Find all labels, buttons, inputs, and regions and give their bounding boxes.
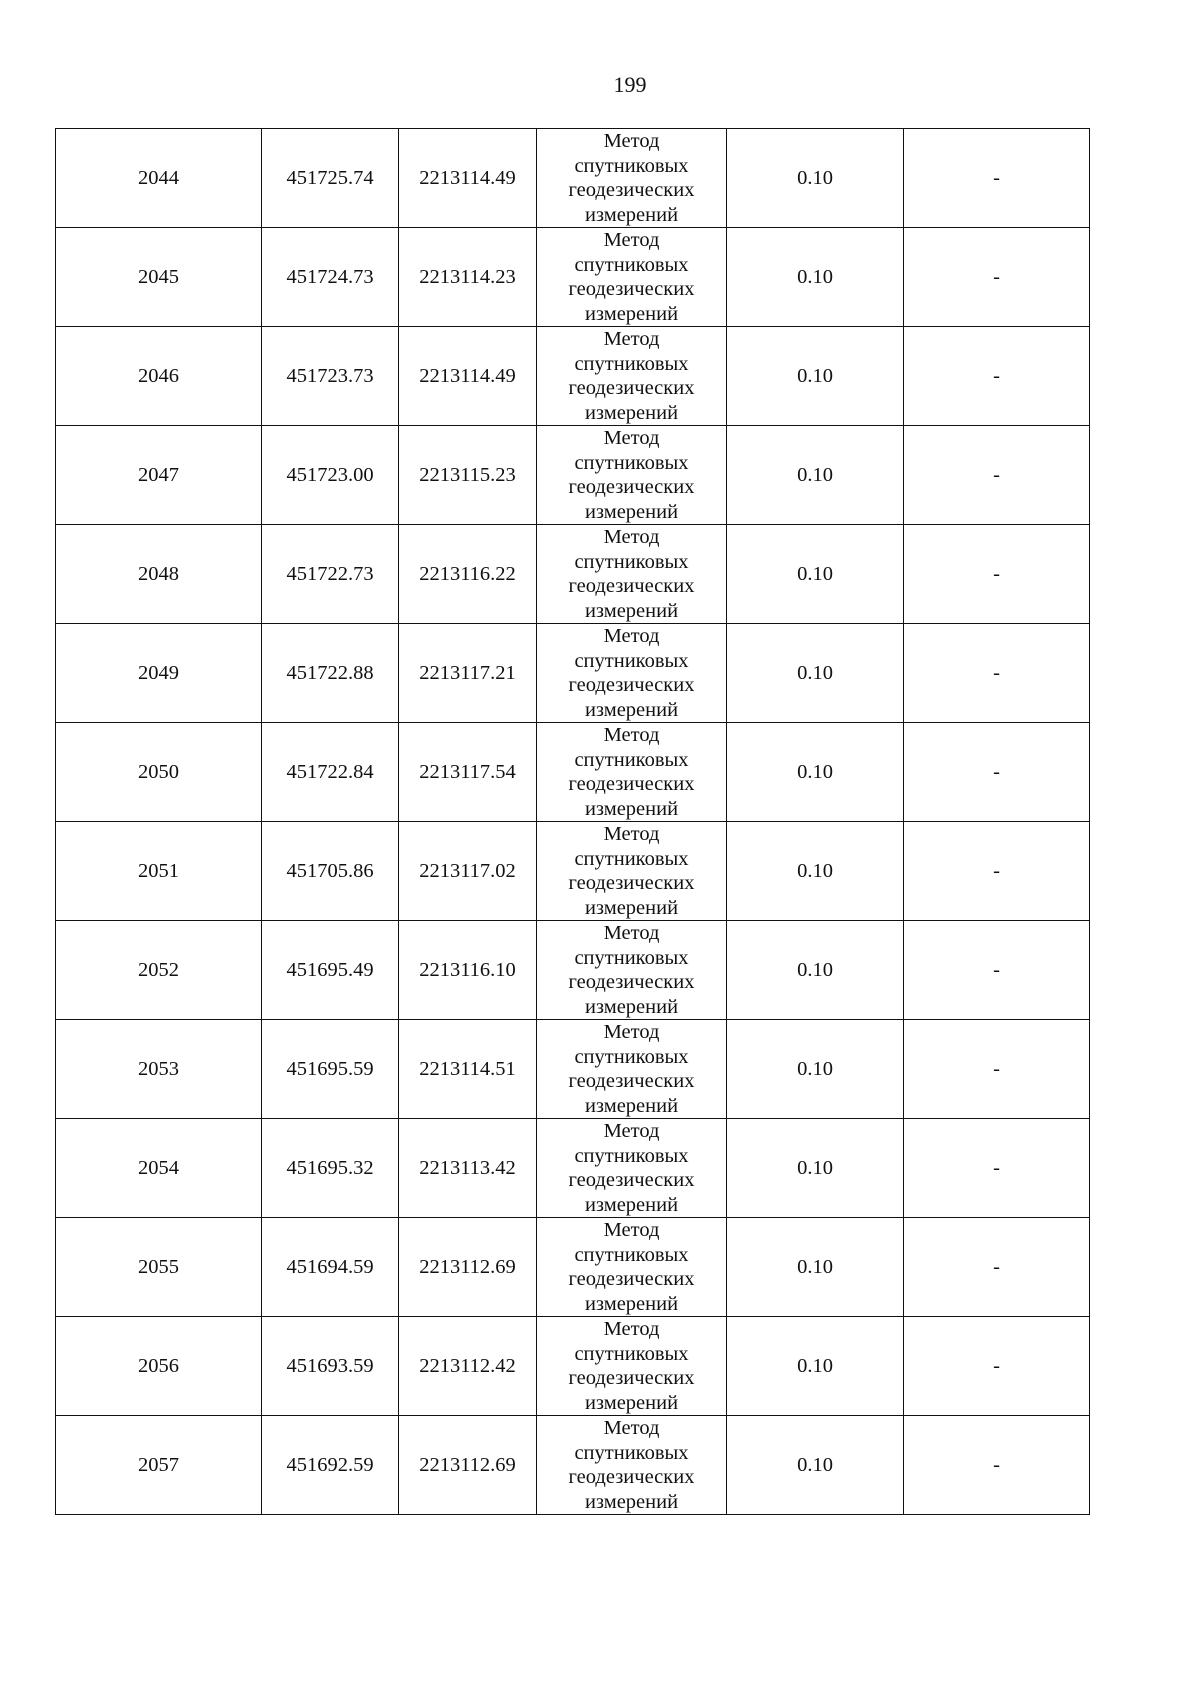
point-number-cell: 2053	[56, 1020, 262, 1119]
table-row	[56, 327, 1090, 426]
coordinates-table-body	[56, 129, 1090, 1515]
note-cell: -	[904, 921, 1090, 1020]
accuracy-cell: 0.10	[727, 327, 904, 426]
y-coordinate-cell: 2213116.10	[399, 921, 537, 1020]
note-cell: -	[904, 228, 1090, 327]
method-cell: Метод спутниковых геодезических измерений	[537, 426, 727, 525]
note-cell: -	[904, 624, 1090, 723]
note-cell: -	[904, 525, 1090, 624]
table-row	[56, 1218, 1090, 1317]
y-coordinate-cell: 2213114.49	[399, 327, 537, 426]
x-coordinate-cell: 451695.32	[262, 1119, 399, 1218]
accuracy-cell: 0.10	[727, 921, 904, 1020]
method-cell: Метод спутниковых геодезических измерений	[537, 327, 727, 426]
y-coordinate-cell: 2213114.49	[399, 129, 537, 228]
y-coordinate-cell: 2213115.23	[399, 426, 537, 525]
x-coordinate-cell: 451692.59	[262, 1416, 399, 1515]
table-row	[56, 525, 1090, 624]
method-cell: Метод спутниковых геодезических измерений	[537, 228, 727, 327]
accuracy-cell: 0.10	[727, 1317, 904, 1416]
x-coordinate-cell: 451722.88	[262, 624, 399, 723]
point-number-cell: 2049	[56, 624, 262, 723]
note-cell: -	[904, 129, 1090, 228]
point-number-cell: 2051	[56, 822, 262, 921]
table-row	[56, 1317, 1090, 1416]
x-coordinate-cell: 451695.59	[262, 1020, 399, 1119]
coordinates-table	[55, 128, 1090, 1515]
accuracy-cell: 0.10	[727, 723, 904, 822]
x-coordinate-cell: 451722.73	[262, 525, 399, 624]
method-cell: Метод спутниковых геодезических измерений	[537, 624, 727, 723]
method-cell: Метод спутниковых геодезических измерений	[537, 1020, 727, 1119]
x-coordinate-cell: 451724.73	[262, 228, 399, 327]
accuracy-cell: 0.10	[727, 1119, 904, 1218]
y-coordinate-cell: 2213112.69	[399, 1416, 537, 1515]
point-number-cell: 2056	[56, 1317, 262, 1416]
y-coordinate-cell: 2213114.23	[399, 228, 537, 327]
point-number-cell: 2045	[56, 228, 262, 327]
accuracy-cell: 0.10	[727, 525, 904, 624]
point-number-cell: 2052	[56, 921, 262, 1020]
y-coordinate-cell: 2213116.22	[399, 525, 537, 624]
note-cell: -	[904, 1218, 1090, 1317]
accuracy-cell: 0.10	[727, 1416, 904, 1515]
accuracy-cell: 0.10	[727, 1218, 904, 1317]
point-number-cell: 2048	[56, 525, 262, 624]
x-coordinate-cell: 451723.73	[262, 327, 399, 426]
note-cell: -	[904, 1317, 1090, 1416]
point-number-cell: 2050	[56, 723, 262, 822]
x-coordinate-cell: 451694.59	[262, 1218, 399, 1317]
accuracy-cell: 0.10	[727, 228, 904, 327]
method-cell: Метод спутниковых геодезических измерений	[537, 822, 727, 921]
y-coordinate-cell: 2213112.42	[399, 1317, 537, 1416]
point-number-cell: 2057	[56, 1416, 262, 1515]
page-number: 199	[613, 72, 647, 97]
x-coordinate-cell: 451695.49	[262, 921, 399, 1020]
accuracy-cell: 0.10	[727, 624, 904, 723]
table-row	[56, 921, 1090, 1020]
point-number-cell: 2054	[56, 1119, 262, 1218]
accuracy-cell: 0.10	[727, 1020, 904, 1119]
y-coordinate-cell: 2213114.51	[399, 1020, 537, 1119]
table-row	[56, 1416, 1090, 1515]
table-row	[56, 129, 1090, 228]
table-row	[56, 426, 1090, 525]
x-coordinate-cell: 451725.74	[262, 129, 399, 228]
y-coordinate-cell: 2213117.21	[399, 624, 537, 723]
y-coordinate-cell: 2213117.54	[399, 723, 537, 822]
accuracy-cell: 0.10	[727, 822, 904, 921]
x-coordinate-cell: 451705.86	[262, 822, 399, 921]
method-cell: Метод спутниковых геодезических измерений	[537, 1218, 727, 1317]
point-number-cell: 2047	[56, 426, 262, 525]
point-number-cell: 2044	[56, 129, 262, 228]
note-cell: -	[904, 1119, 1090, 1218]
point-number-cell: 2046	[56, 327, 262, 426]
note-cell: -	[904, 822, 1090, 921]
note-cell: -	[904, 723, 1090, 822]
x-coordinate-cell: 451693.59	[262, 1317, 399, 1416]
method-cell: Метод спутниковых геодезических измерений	[537, 921, 727, 1020]
table-row	[56, 1020, 1090, 1119]
table-row	[56, 723, 1090, 822]
table-row	[56, 624, 1090, 723]
point-number-cell: 2055	[56, 1218, 262, 1317]
table-row	[56, 228, 1090, 327]
x-coordinate-cell: 451722.84	[262, 723, 399, 822]
method-cell: Метод спутниковых геодезических измерений	[537, 129, 727, 228]
method-cell: Метод спутниковых геодезических измерений	[537, 1416, 727, 1515]
note-cell: -	[904, 1020, 1090, 1119]
accuracy-cell: 0.10	[727, 426, 904, 525]
note-cell: -	[904, 1416, 1090, 1515]
y-coordinate-cell: 2213112.69	[399, 1218, 537, 1317]
y-coordinate-cell: 2213117.02	[399, 822, 537, 921]
x-coordinate-cell: 451723.00	[262, 426, 399, 525]
accuracy-cell: 0.10	[727, 129, 904, 228]
method-cell: Метод спутниковых геодезических измерений	[537, 525, 727, 624]
y-coordinate-cell: 2213113.42	[399, 1119, 537, 1218]
table-row	[56, 1119, 1090, 1218]
method-cell: Метод спутниковых геодезических измерений	[537, 723, 727, 822]
note-cell: -	[904, 327, 1090, 426]
table-row	[56, 822, 1090, 921]
note-cell: -	[904, 426, 1090, 525]
method-cell: Метод спутниковых геодезических измерений	[537, 1317, 727, 1416]
method-cell: Метод спутниковых геодезических измерений	[537, 1119, 727, 1218]
